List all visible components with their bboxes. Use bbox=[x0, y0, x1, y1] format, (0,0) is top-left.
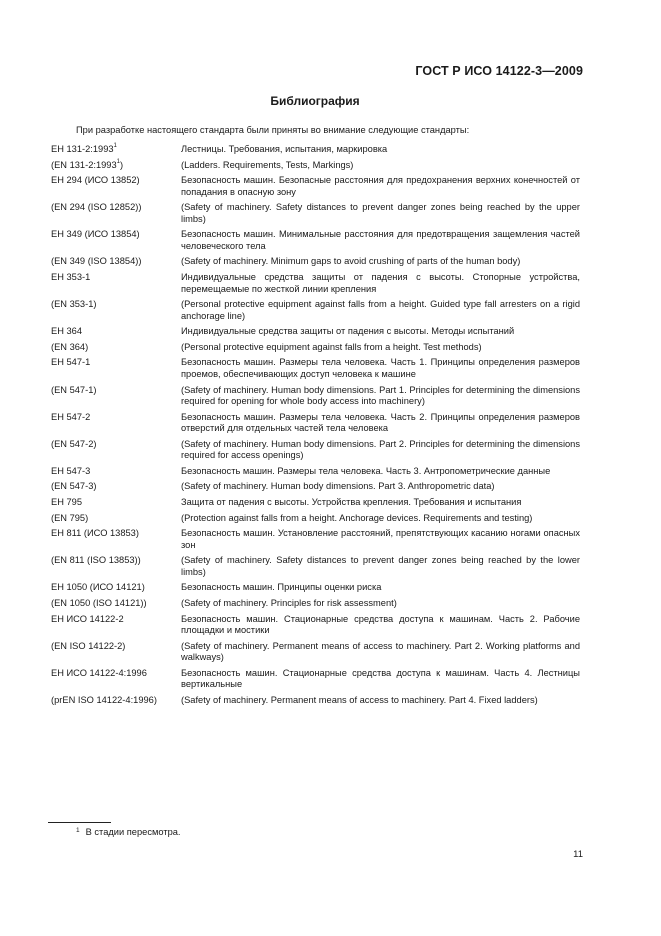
bibliography-entry bbox=[51, 598, 580, 610]
standard-code: (EN 795) bbox=[51, 512, 89, 523]
bibliography-entry bbox=[51, 555, 580, 578]
standard-description: (Safety of machinery. Permanent means of access to machinery. Part 4. Fixed ladders) bbox=[181, 694, 538, 705]
standard-code: (EN ISO 14122-2) bbox=[51, 640, 126, 651]
standard-code: ЕН 811 (ИСО 13853) bbox=[51, 528, 139, 539]
standard-code: ЕН 1050 (ИСО 14121) bbox=[51, 582, 145, 593]
footnote bbox=[76, 827, 181, 837]
standard-code: ЕН ИСО 14122-2 bbox=[51, 613, 124, 624]
footnote-mark: 1 bbox=[76, 827, 80, 834]
standard-code: (EN 294 (ISO 12852)) bbox=[51, 202, 142, 213]
standard-code: ЕН 349 (ИСО 13854) bbox=[51, 229, 140, 240]
standard-description: Лестницы. Требования, испытания, маркировка bbox=[181, 144, 388, 154]
standard-description: (Safety of machinery. Minimum gaps to avoid crushing of parts of the human body) bbox=[181, 256, 521, 267]
standard-description: Безопасность машин. Размеры тела человека. Часть 3. Антропометрические данные bbox=[181, 465, 551, 476]
intro-paragraph: При разработке настоящего стандарта были приняты во внимание следующие стандарты: bbox=[76, 125, 470, 135]
standard-code: (EN 547-3) bbox=[51, 481, 97, 492]
bibliography-entry bbox=[51, 614, 580, 637]
section-title: Библиография bbox=[270, 94, 360, 108]
standard-code: (prEN ISO 14122-4:1996) bbox=[51, 694, 157, 705]
bibliography-entry bbox=[51, 144, 580, 156]
bibliography-entry bbox=[51, 466, 580, 478]
standard-code: ЕН 547-2 bbox=[51, 411, 91, 422]
bibliography-entry bbox=[51, 412, 580, 435]
standard-description: (Safety of machinery. Human body dimensions. Part 1. Principles for determining the dimensions required for opening for whole body access into machinery) bbox=[181, 384, 580, 407]
bibliography-entry bbox=[51, 175, 580, 198]
standard-description: (Safety of machinery. Safety distances to prevent danger zones being reached by the upper limbs) bbox=[181, 202, 580, 224]
footnote-rule bbox=[48, 822, 111, 823]
standard-description: (Ladders. Requirements, Tests, Markings) bbox=[181, 159, 354, 170]
standard-description: Безопасность машин. Стационарные средства доступа к машинам. Часть 2. Рабочие площадки и мостики bbox=[181, 613, 580, 636]
standard-description: Безопасность машин. Установление расстояний, препятствующих касанию ногами опасных зон bbox=[181, 528, 580, 550]
standard-description: Безопасность машин. Стационарные средства доступа к машинам. Часть 4. Лестницы вертикальные bbox=[181, 667, 580, 690]
bibliography-entry bbox=[51, 528, 580, 551]
standard-code: (EN 131-2:1993$^1$) bbox=[51, 158, 124, 170]
standard-code: (EN 547-2) bbox=[51, 438, 97, 449]
standard-description: (Safety of machinery. Principles for risk assessment) bbox=[181, 597, 397, 608]
bibliography-entry bbox=[51, 439, 580, 462]
bibliography-entry bbox=[51, 299, 580, 322]
bibliography-entry bbox=[51, 342, 580, 354]
standard-code: (EN 1050 (ISO 14121)) bbox=[51, 597, 147, 608]
bibliography-entry bbox=[51, 385, 580, 408]
standard-description: (Safety of machinery. Permanent means of access to machinery. Part 2. Working platforms and walkways) bbox=[181, 640, 580, 663]
standard-code: ЕН 294 (ИСО 13852) bbox=[51, 175, 140, 186]
standard-code: ЕН 353-1 bbox=[51, 272, 91, 283]
bibliography-entry bbox=[51, 513, 580, 525]
bibliography-entry bbox=[51, 668, 580, 691]
standard-code: (EN 811 (ISO 13853)) bbox=[51, 555, 141, 566]
standard-code: (EN 349 (ISO 13854)) bbox=[51, 256, 142, 267]
standard-description: Индивидуальные средства защиты от падения с высоты. Методы испытаний bbox=[181, 326, 515, 337]
bibliography-entry bbox=[51, 229, 580, 252]
bibliography-list bbox=[51, 144, 580, 710]
bibliography-entry bbox=[51, 160, 580, 172]
footnote-reference: 1 bbox=[113, 142, 117, 149]
standard-description: Безопасность машин. Размеры тела человека. Часть 1. Принципы определения размеров проемов, обеспечивающих доступ человека к машине bbox=[181, 357, 580, 379]
footnote-text: В стадии пересмотра. bbox=[85, 827, 181, 837]
standard-code: ЕН 364 bbox=[51, 326, 83, 337]
standard-description: Индивидуальные средства защиты от падения с высоты. Стопорные устройства, перемещаемые по жесткой линии крепления bbox=[181, 272, 580, 294]
standard-description: (Protection against falls from a height. Anchorage devices. Requirements and testing) bbox=[181, 512, 533, 523]
bibliography-entry bbox=[51, 497, 580, 509]
standard-description: Безопасность машин. Минимальные расстояния для предотвращения защемления частей человеческого тела bbox=[181, 229, 580, 251]
document-code-header: ГОСТ Р ИСО 14122-3—2009 bbox=[415, 64, 583, 78]
standard-description: (Safety of machinery. Human body dimensions. Part 2. Principles for determining the dimensions required for access openings) bbox=[181, 438, 580, 461]
bibliography-entry bbox=[51, 326, 580, 338]
standard-code: ЕН 131-2:1993$^1$ bbox=[51, 142, 117, 154]
bibliography-entry bbox=[51, 641, 580, 664]
standard-description: Безопасность машин. Принципы оценки риска bbox=[181, 582, 382, 593]
footnote-reference: 1 bbox=[116, 158, 120, 165]
bibliography-entry bbox=[51, 481, 580, 493]
standard-code: (EN 353-1) bbox=[51, 299, 97, 310]
standard-description: Безопасность машин. Размеры тела человека. Часть 2. Принципы определения размеров отверстий для отдельных частей тела человека bbox=[181, 411, 580, 434]
page-number: 11 bbox=[573, 849, 583, 860]
bibliography-entry bbox=[51, 582, 580, 594]
standard-description: (Safety of machinery. Safety distances to prevent danger zones being reached by the lower limbs) bbox=[181, 555, 580, 577]
standard-code: (EN 364) bbox=[51, 341, 89, 352]
standard-code: (EN 547-1) bbox=[51, 384, 97, 395]
bibliography-entry bbox=[51, 256, 580, 268]
bibliography-entry bbox=[51, 272, 580, 295]
bibliography-entry bbox=[51, 202, 580, 225]
standard-description: Защита от падения с высоты. Устройства крепления. Требования и испытания bbox=[181, 497, 522, 507]
standard-code: ЕН ИСО 14122-4:1996 bbox=[51, 667, 147, 678]
standard-code: ЕН 547-3 bbox=[51, 465, 91, 476]
standard-description: (Safety of machinery. Human body dimensions. Part 3. Anthropometric data) bbox=[181, 481, 495, 492]
standard-description: (Personal protective equipment against falls from a height. Guided type fall arresters on a rigid anchorage line) bbox=[181, 299, 580, 321]
bibliography-entry bbox=[51, 695, 580, 707]
bibliography-entry bbox=[51, 357, 580, 380]
standard-code: ЕН 795 bbox=[51, 497, 83, 507]
standard-description: Безопасность машин. Безопасные расстояния для предохранения верхних конечностей от попадания в опасную зону bbox=[181, 175, 580, 197]
standard-code: ЕН 547-1 bbox=[51, 357, 91, 368]
standard-description: (Personal protective equipment against falls from a height. Test methods) bbox=[181, 341, 482, 352]
